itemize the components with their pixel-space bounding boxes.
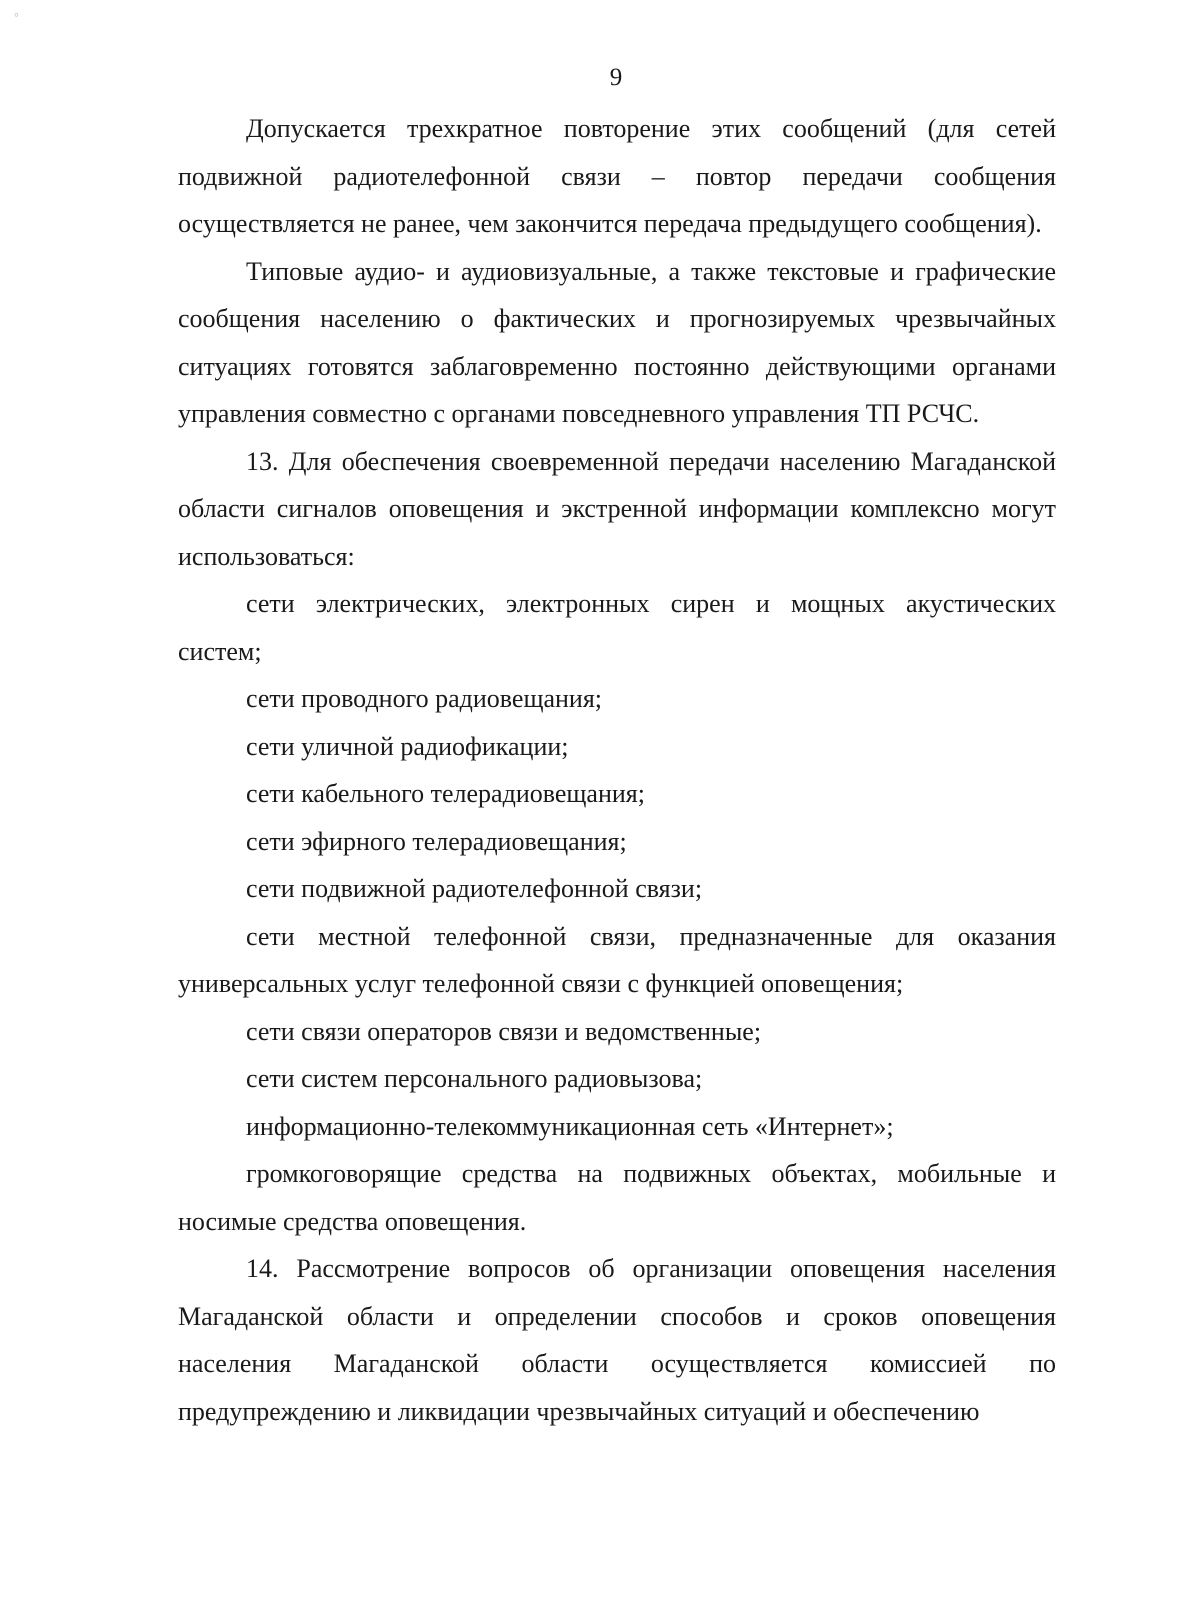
document-body <box>178 105 1056 1435</box>
list-item-mobile-network: сети подвижной радиотелефонной связи; <box>246 874 703 903</box>
list-item-internet: информационно-телекоммуникационная сеть «Интернет»; <box>246 1111 894 1141</box>
list-item-wired-radio: сети проводного радиовещания; <box>246 684 603 713</box>
list-item-paging: сети систем персонального радиовызова; <box>246 1064 703 1093</box>
list-item-sirens: сети электрических, электронных сирен и мощных акустических систем; <box>178 589 1056 666</box>
list-item-local-telephone: сети местной телефонной связи, предназначенные для оказания универсальных услуг телефонной связи с функцией оповещения; <box>178 921 1056 998</box>
list-item-operator-networks: сети связи операторов связи и ведомственные; <box>246 1016 762 1046</box>
paragraph-item-14: 14. Рассмотрение вопросов об организации оповещения населения Магаданской области и определении способов и сроков оповещения населения Магаданской области осуществляется комиссией по предупреждению и ликвидации чрезвычайных ситуаций и обеспечению <box>178 1254 1056 1426</box>
paragraph-typical-messages: Типовые аудио- и аудиовизуальные, а также текстовые и графические сообщения населению о фактических и прогнозируемых чрезвычайных ситуациях готовятся заблаговременно постоянно действующими органами управления совместно с органами повседневного управления ТП РСЧС. <box>178 256 1056 428</box>
paragraph-repeat-messages: Допускается трехкратное повторение этих сообщений (для сетей подвижной радиотелефонной связи – повтор передачи сообщения осуществляется не ранее, чем закончится передача предыдущего сообщения). <box>178 114 1056 238</box>
paragraph-item-13: 13. Для обеспечения своевременной передачи населению Магаданской области сигналов оповещения и экстренной информации комплексно могут использоваться: <box>178 446 1056 571</box>
list-item-broadcast-tv: сети эфирного телерадиовещания; <box>246 826 627 856</box>
list-item-loudspeakers: громкоговорящие средства на подвижных объектах, мобильные и носимые средства оповещения. <box>178 1159 1056 1236</box>
list-item-street-radio: сети уличной радиофикации; <box>246 731 569 761</box>
page-number: 9 <box>609 64 623 91</box>
scan-mark: ° <box>14 10 19 24</box>
list-item-cable-tv: сети кабельного телерадиовещания; <box>246 779 645 808</box>
